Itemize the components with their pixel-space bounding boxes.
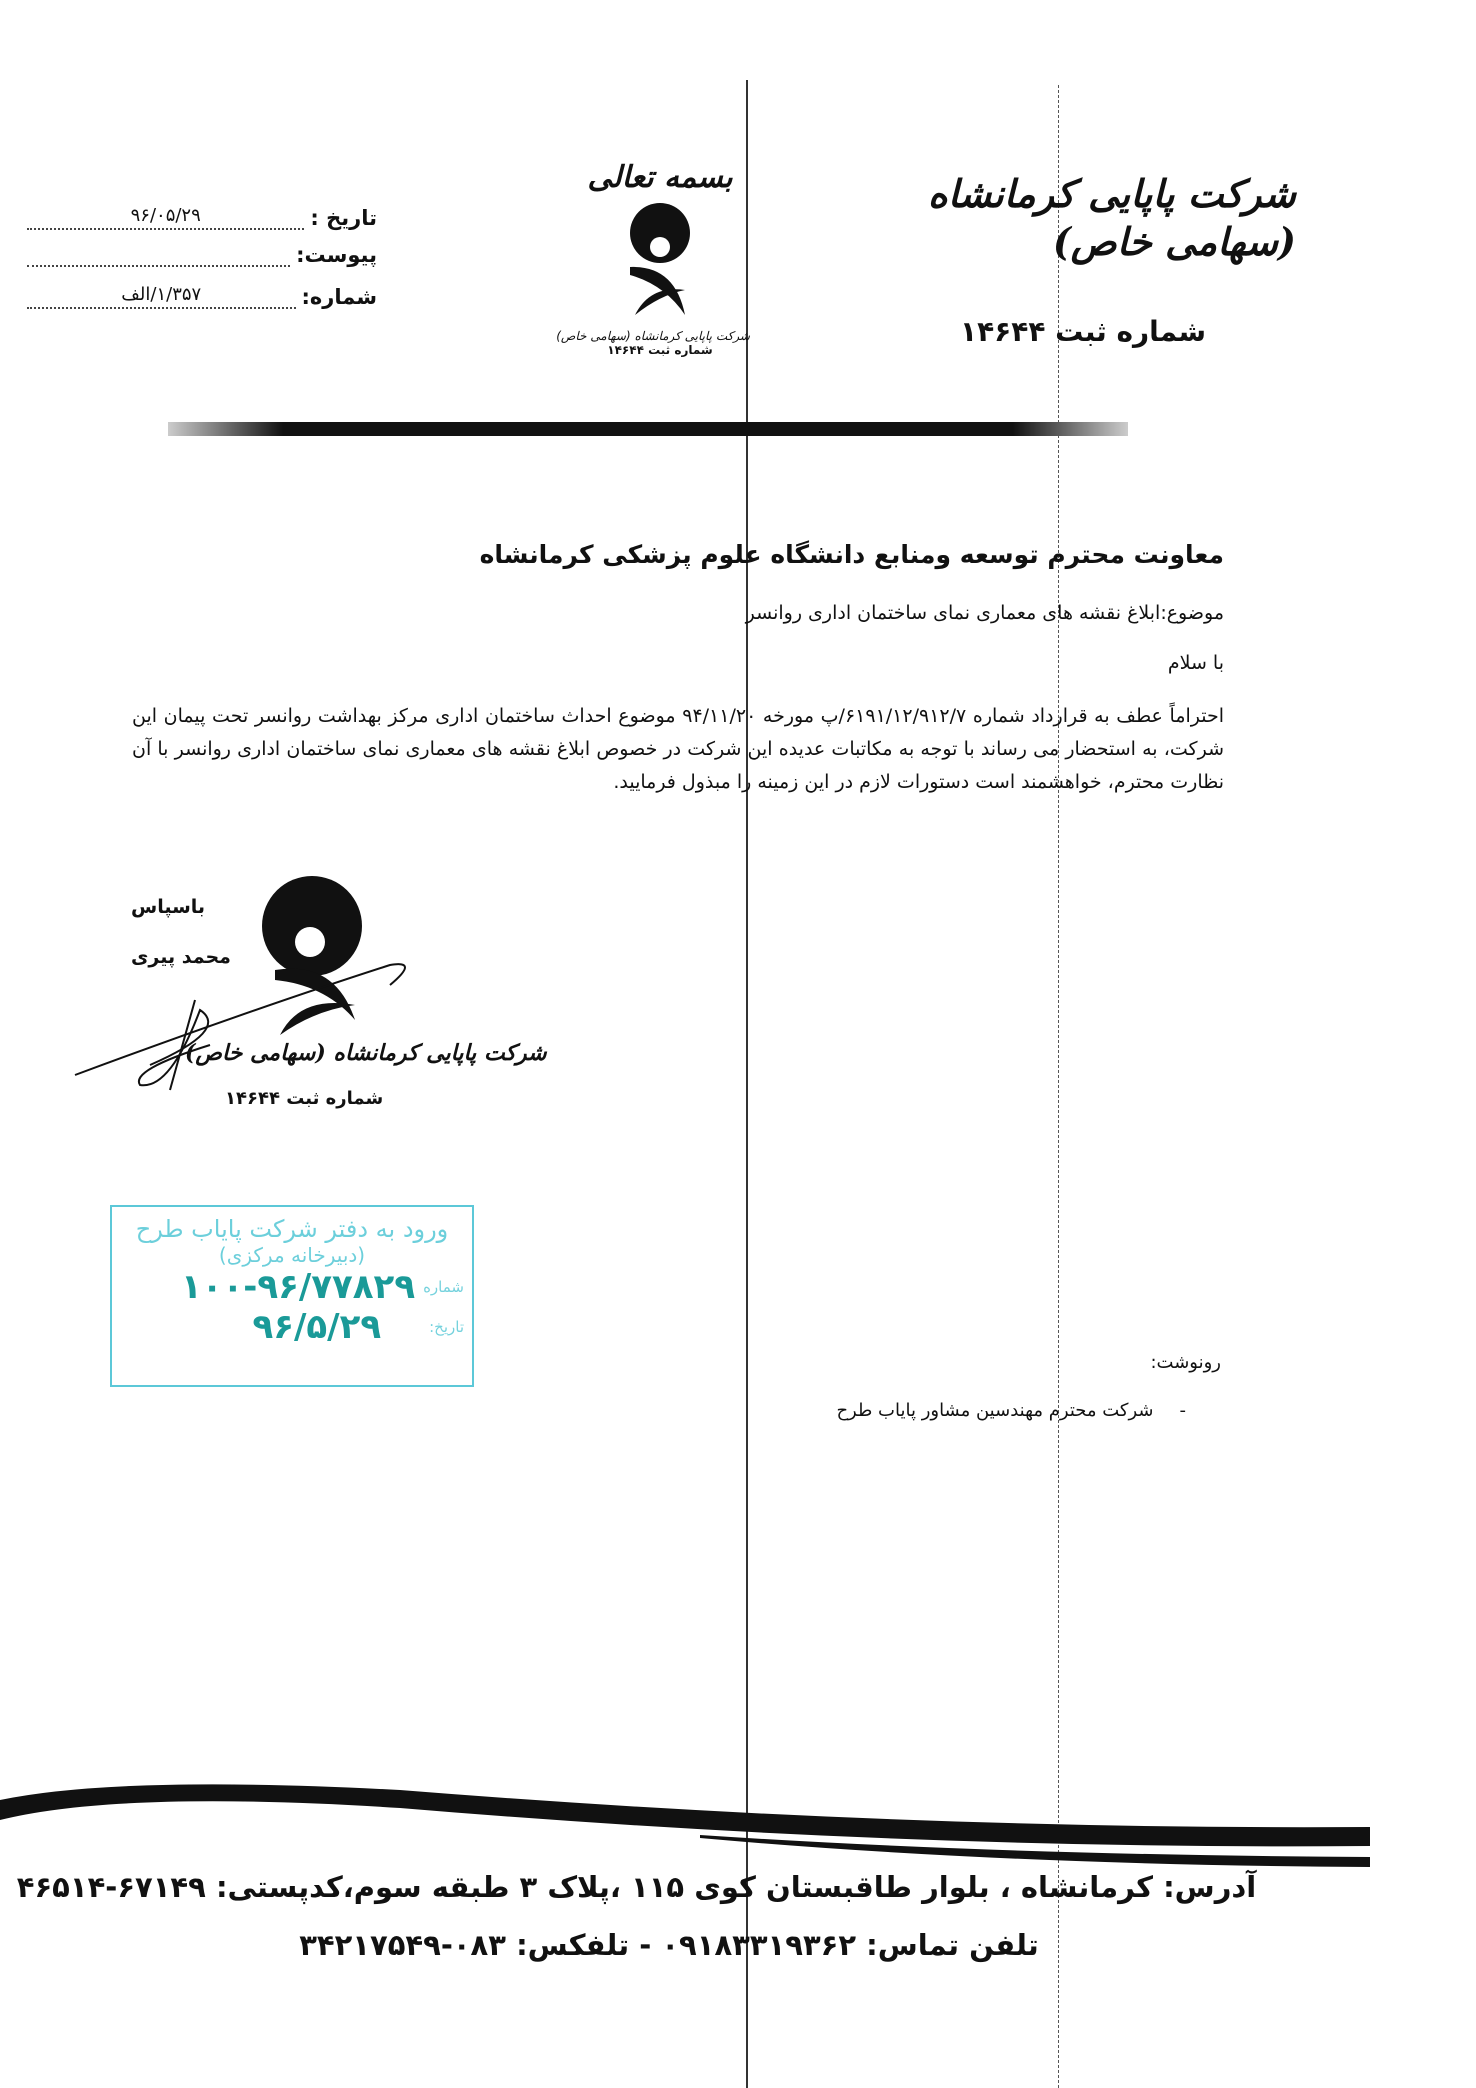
stamp-subtitle: (دبیرخانه مرکزی): [218, 1243, 366, 1267]
company-registration: شماره ثبت ۱۴۶۴۴: [959, 315, 1206, 348]
letter-body: احتراماً عطف به قرارداد شماره ۶۱۹۱/۱۲/۹۱۲/۷/پ مورخه ۹۴/۱۱/۲۰ موضوع احداث ساختمان اداری مرکز بهداشت روانسر تحت پیمان این شرکت، به استحضار می رساند با توجه به مکاتبات عدیده این شرکت در خصوص ابلاغ نقشه های معماری نمای ساختمان اداری روانسر با آن نظارت محترم، خواهشمند است دستورات لازم در این زمینه را مبذول فرمایید.: [132, 705, 1225, 793]
footer-address: آدرس: کرمانشاه ، بلوار طاقبستان کوی ۱۱۵ ،پلاک ۳ طبقه سوم،کدپستی: ۶۷۱۴۹-۴۶۵۱۴: [16, 1870, 1257, 1904]
number-label: شماره:: [301, 285, 377, 309]
letter-greeting: با سلام: [1167, 652, 1224, 674]
cc-list: [836, 1400, 1186, 1421]
header-divider: [168, 422, 1128, 436]
date-label: تاریخ :: [310, 206, 377, 230]
attachment-field: [27, 243, 377, 267]
received-stamp: [110, 1205, 474, 1387]
number-field: [27, 284, 377, 309]
number-value: ۱/۳۵۷/الف: [27, 284, 296, 309]
stamp-title: ورود به دفتر شرکت پایاب طرح: [135, 1215, 449, 1243]
letterhead-logo: [556, 160, 750, 410]
stamp-number: ۱۰۰-۹۶/۷۷۸۲۹: [181, 1267, 416, 1307]
attachment-value: [27, 263, 290, 267]
stamp-date: ۹۶/۵/۲۹: [252, 1307, 382, 1347]
date-field: [27, 205, 377, 230]
attachment-label: پیوست:: [296, 243, 377, 267]
logo-company-caption: شرکت پاپایی کرمانشاه (سهامی خاص): [556, 329, 750, 343]
signer-name: محمد پیری: [131, 946, 231, 968]
stamp-number-label: شماره: [423, 1278, 464, 1296]
company-seal-and-signature: [70, 860, 450, 1120]
company-logo-icon: [605, 195, 715, 325]
company-name: شرکت پاپایی کرمانشاه (سهامی خاص): [927, 171, 1296, 264]
logo-bismillah: بسمه تعالی: [587, 160, 733, 195]
footer-phone: تلفن تماس: ۰۹۱۸۳۳۱۹۳۶۲ - تلفکس: ۰۸۳-۳۴۲۱۷۵۴۹: [299, 1928, 1039, 1962]
letter-subject: موضوع:ابلاغ نقشه های معماری نمای ساختمان اداری روانسر: [745, 602, 1224, 624]
cc-item: شرکت محترم مهندسین مشاور پایاب طرح: [836, 1400, 1154, 1421]
seal-registration: شماره ثبت ۱۴۶۴۴: [225, 1088, 384, 1109]
logo-reg-caption: شماره ثبت ۱۴۶۴۴: [607, 343, 713, 357]
cc-label: رونوشت:: [1150, 1352, 1221, 1373]
stamp-date-label: تاریخ:: [429, 1318, 464, 1336]
closing-text: باسپاس: [131, 896, 206, 918]
date-value: ۹۶/۰۵/۲۹: [27, 205, 304, 230]
cc-bullet: -: [1179, 1400, 1186, 1421]
footer-wave-divider: [0, 1770, 1476, 1870]
recipient-heading: معاونت محترم توسعه ومنابع دانشگاه علوم پزشکی کرمانشاه: [479, 540, 1224, 569]
seal-company-name: شرکت پاپایی کرمانشاه (سهامی خاص): [185, 1040, 547, 1066]
